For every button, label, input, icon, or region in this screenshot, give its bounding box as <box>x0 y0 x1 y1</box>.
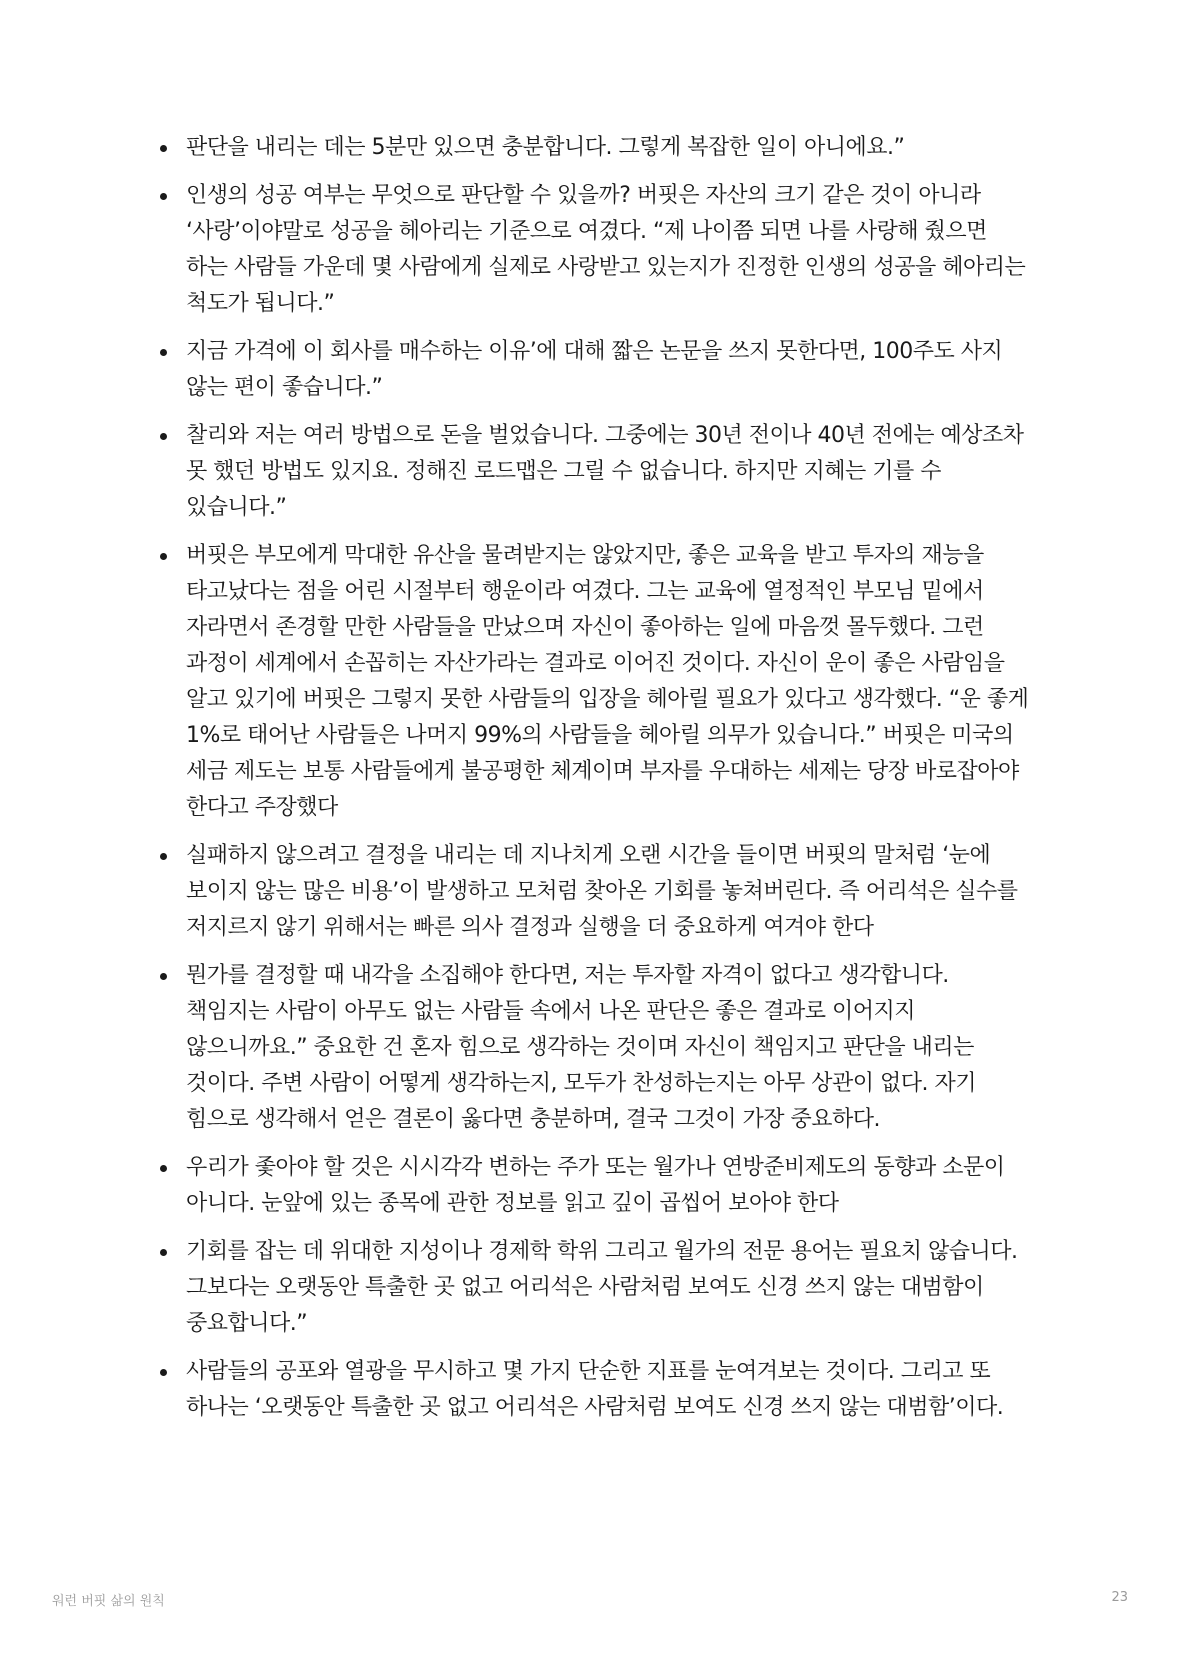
list-item-text: 우리가 좇아야 할 것은 시시각각 변하는 주가 또는 월가나 연방준비제도의 동향과 소문이 아니다. 눈앞에 있는 종목에 관한 정보를 읽고 깊이 곱씹어 보아야 한다 <box>186 1155 1005 1216</box>
bullet-icon <box>160 145 167 152</box>
bullet-icon <box>160 1369 167 1376</box>
bullet-icon <box>160 973 167 980</box>
list-item <box>154 1354 1034 1426</box>
page-content <box>154 130 1034 1438</box>
bullet-icon <box>160 553 167 560</box>
list-item <box>154 838 1034 946</box>
bullet-icon <box>160 349 167 356</box>
list-item <box>154 538 1034 826</box>
list-item-text: 찰리와 저는 여러 방법으로 돈을 벌었습니다. 그중에는 30년 전이나 40년 전에는 예상조차 못 했던 방법도 있지요. 정해진 로드맵은 그릴 수 없습니다. 하지만 지혜는 기를 수 있습니다.” <box>186 423 1024 520</box>
footer-book-title: 워런 버핏 삶의 원칙 <box>52 1594 165 1609</box>
list-item-text: 판단을 내리는 데는 5분만 있으면 충분합니다. 그렇게 복잡한 일이 아니에요.” <box>186 135 905 160</box>
bullet-icon <box>160 853 167 860</box>
list-item-text: 인생의 성공 여부는 무엇으로 판단할 수 있을까? 버핏은 자산의 크기 같은 것이 아니라 ‘사랑’이야말로 성공을 헤아리는 기준으로 여겼다. “제 나이쯤 되면 나를 사랑해 줬으면 하는 사람들 가운데 몇 사람에게 실제로 사랑받고 있는지가 진정한 인생의 성공을 헤아리는 척도가 됩니다.” <box>186 183 1026 316</box>
list-item <box>154 334 1034 406</box>
list-item <box>154 130 1034 166</box>
footer-page-number: 23 <box>1111 1590 1128 1605</box>
list-item-text: 기회를 잡는 데 위대한 지성이나 경제학 학위 그리고 월가의 전문 용어는 필요치 않습니다. 그보다는 오랫동안 특출한 곳 없고 어리석은 사람처럼 보여도 신경 쓰지 않는 대범함이 중요합니다.” <box>186 1239 1018 1336</box>
list-item <box>154 178 1034 322</box>
list-item-text: 실패하지 않으려고 결정을 내리는 데 지나치게 오랜 시간을 들이면 버핏의 말처럼 ‘눈에 보이지 않는 많은 비용’이 발생하고 모처럼 찾아온 기회를 놓쳐버린다. 즉 어리석은 실수를 저지르지 않기 위해서는 빠른 의사 결정과 실행을 더 중요하게 여겨야 한다 <box>186 843 1018 940</box>
list-item-text: 사람들의 공포와 열광을 무시하고 몇 가지 단순한 지표를 눈여겨보는 것이다. 그리고 또 하나는 ‘오랫동안 특출한 곳 없고 어리석은 사람처럼 보여도 신경 쓰지 않는 대범함’이다. <box>186 1359 1004 1420</box>
bullet-list <box>154 130 1034 1426</box>
list-item <box>154 1234 1034 1342</box>
bullet-icon <box>160 193 167 200</box>
list-item-text: 버핏은 부모에게 막대한 유산을 물려받지는 않았지만, 좋은 교육을 받고 투자의 재능을 타고났다는 점을 어린 시절부터 행운이라 여겼다. 그는 교육에 열정적인 부모님 밑에서 자라면서 존경할 만한 사람들을 만났으며 자신이 좋아하는 일에 마음껏 몰두했다. 그런 과정이 세계에서 손꼽히는 자산가라는 결과로 이어진 것이다. 자신이 운이 좋은 사람임을 알고 있기에 버핏은 그렇지 못한 사람들의 입장을 헤아릴 필요가 있다고 생각했다. “운 좋게 1%로 태어난 사람들은 나머지 99%의 사람들을 헤아릴 의무가 있습니다.” 버핏은 미국의 세금 제도는 보통 사람들에게 불공평한 체계이며 부자를 우대하는 세제는 당장 바로잡아야 한다고 주장했다 <box>186 543 1029 820</box>
list-item <box>154 1150 1034 1222</box>
list-item <box>154 418 1034 526</box>
bullet-icon <box>160 433 167 440</box>
list-item-text: 뭔가를 결정할 때 내각을 소집해야 한다면, 저는 투자할 자격이 없다고 생각합니다. 책임지는 사람이 아무도 없는 사람들 속에서 나온 판단은 좋은 결과로 이어지지 않으니까요.” 중요한 건 혼자 힘으로 생각하는 것이며 자신이 책임지고 판단을 내리는 것이다. 주변 사람이 어떻게 생각하는지, 모두가 찬성하는지는 아무 상관이 없다. 자기 힘으로 생각해서 얻은 결론이 옳다면 충분하며, 결국 그것이 가장 중요하다. <box>186 963 976 1132</box>
bullet-icon <box>160 1165 167 1172</box>
list-item <box>154 958 1034 1138</box>
bullet-icon <box>160 1249 167 1256</box>
list-item-text: 지금 가격에 이 회사를 매수하는 이유’에 대해 짧은 논문을 쓰지 못한다면, 100주도 사지 않는 편이 좋습니다.” <box>186 339 1003 400</box>
